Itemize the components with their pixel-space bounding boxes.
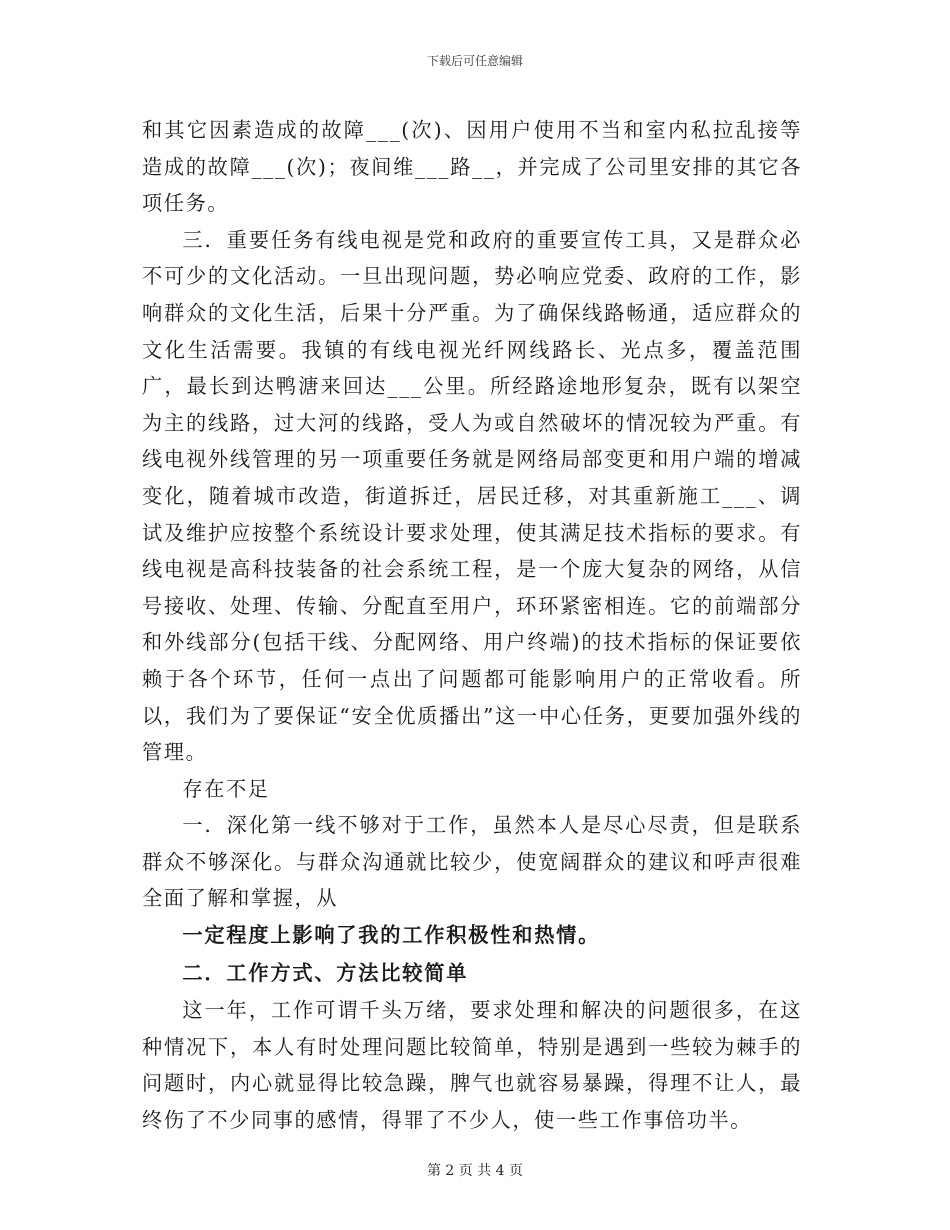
paragraph-shortcoming-one-cont: 一定程度上影响了我的工作积极性和热情。 [182, 923, 601, 948]
document-body [142, 112, 802, 1139]
section-heading-shortcomings: 存在不足 [182, 776, 270, 801]
paragraph-shortcoming-one: 一．深化第一线不够对于工作，虽然本人是尽心尽责，但是联系群众不够深化。与群众沟通就比较少，使宽阔群众的建议和呼声很难全面了解和掌握，从 [142, 813, 802, 911]
page-header: 下载后可任意编辑 [426, 54, 523, 68]
page-footer: 第 2 页 共 4 页 [426, 1163, 524, 1179]
heading-shortcoming-two: 二．工作方式、方法比较简单 [182, 960, 469, 985]
paragraph-fault-stats: 和其它因素造成的故障___(次)、因用户使用不当和室内私拉乱接等造成的故障___(次)；夜间维___路__，并完成了公司里安排的其它各项任务。 [142, 118, 802, 216]
paragraph-shortcoming-two: 这一年，工作可谓千头万绪，要求处理和解决的问题很多，在这种情况下，本人有时处理问题比较简单，特别是遇到一些较为棘手的问题时，内心就显得比较急躁，脾气也就容易暴躁，得理不让人，最终伤了不少同事的感情，得罪了不少人，使一些工作事倍功半。 [142, 998, 802, 1133]
paragraph-important-tasks: 三．重要任务有线电视是党和政府的重要宣传工具，又是群众必不可少的文化活动。一旦出现问题，势必响应党委、政府的工作，影响群众的文化生活，后果十分严重。为了确保线路畅通，适应群众的文化生活需要。我镇的有线电视光纤网线路长、光点多，覆盖范围广，最长到达鸭溏来回达___公里。所经路途地形复杂，既有以架空为主的线路，过大河的线路，受人为或自然破坏的情况较为严重。有线电视外线管理的另一项重要任务就是网络局部变更和用户端的增减变化，随着城市改造，街道拆迁，居民迁移，对其重新施工___、调试及维护应按整个系统设计要求处理，使其满足技术指标的要求。有线电视是高科技装备的社会系统工程，是一个庞大复杂的网络，从信号接收、处理、传输、分配直至用户，环环紧密相连。它的前端部分和外线部分(包括干线、分配网络、用户终端)的技术指标的保证要依赖于各个环节，任何一点出了问题都可能影响用户的正常收看。所以，我们为了要保证“安全优质播出”这一中心任务，更要加强外线的管理。 [142, 227, 802, 765]
